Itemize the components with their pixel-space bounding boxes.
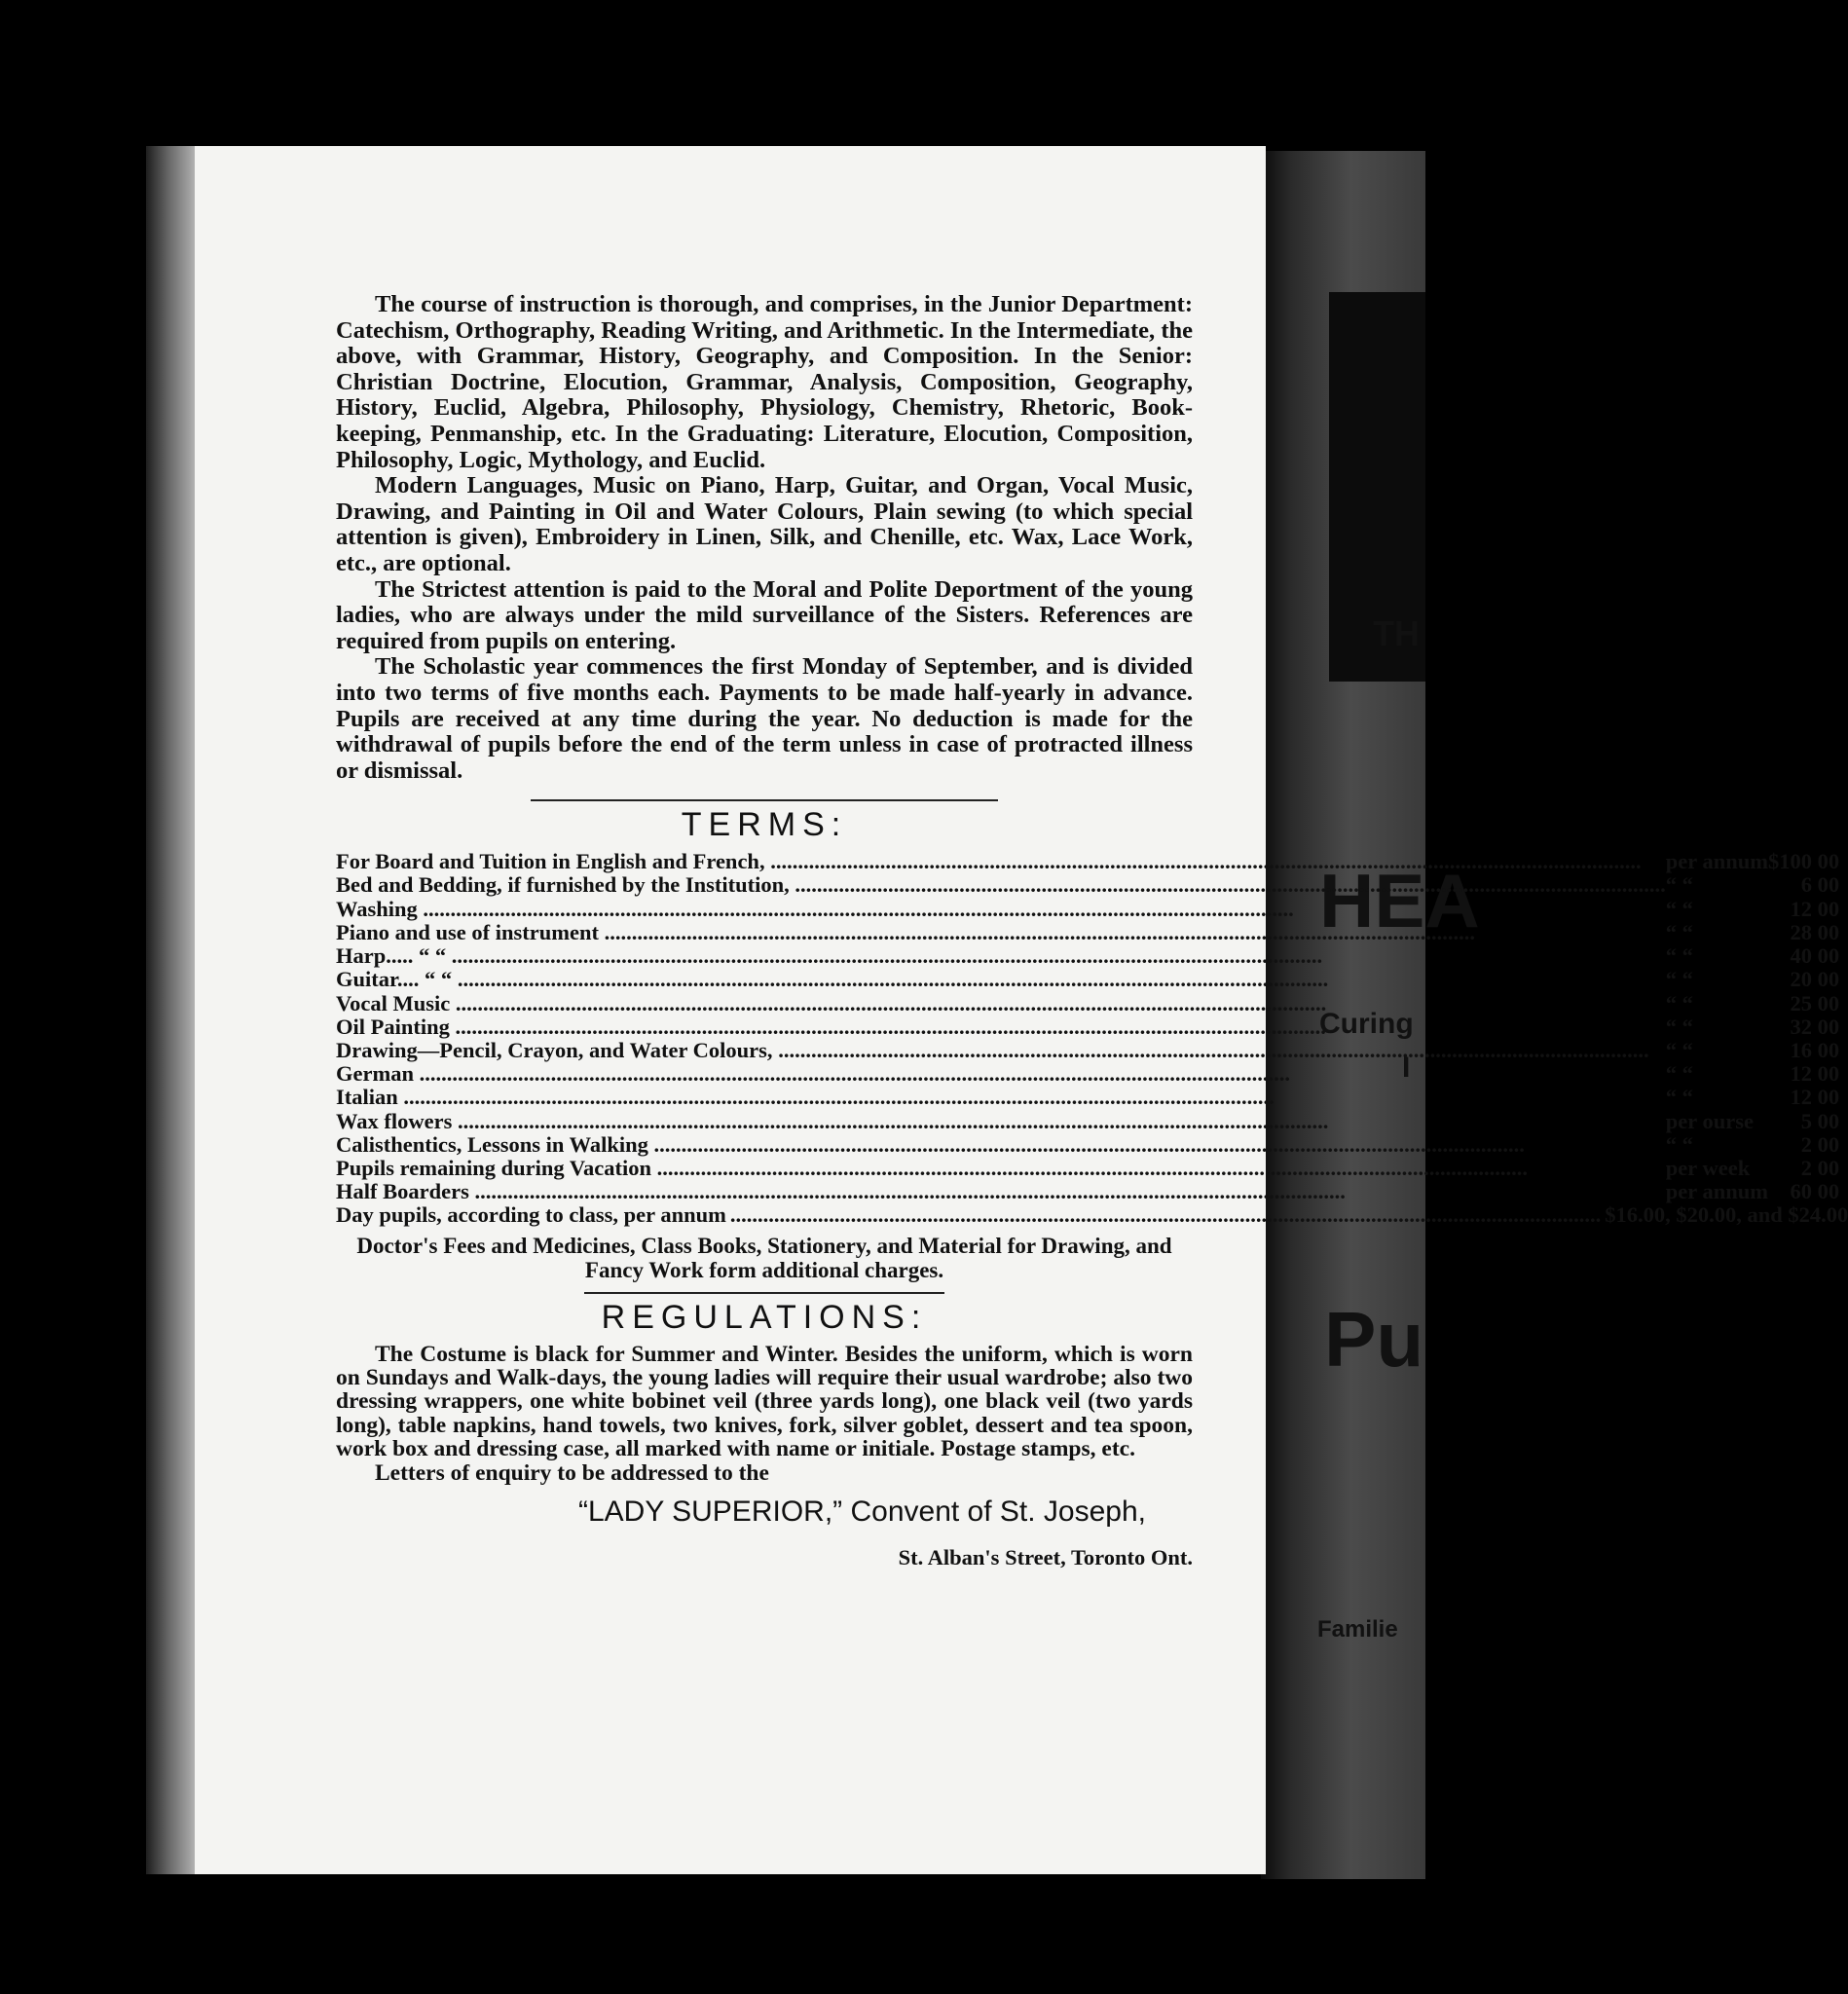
address-line: St. Alban's Street, Toronto Ont.: [898, 1544, 1193, 1569]
dot-leader: [790, 872, 1666, 897]
terms-item: For Board and Tuition in English and French,: [336, 849, 765, 874]
adjacent-fragment: HEA: [1319, 858, 1480, 943]
terms-amount: 28 00: [1790, 919, 1840, 944]
dot-leader: [446, 943, 1322, 968]
dot-leader: [418, 897, 1294, 921]
terms-period: “ “: [1665, 943, 1693, 969]
terms-row: [336, 968, 1839, 991]
terms-item: Calisthentics, Lessons in Walking: [336, 1131, 648, 1157]
intro-section: [336, 292, 1193, 784]
dot-leader: [469, 1179, 1346, 1203]
dot-leader: [452, 1109, 1328, 1133]
dot-leader: [450, 1015, 1326, 1039]
terms-row: [336, 1157, 1839, 1180]
day-pupils-label: Day pupils, according to class, per annum: [336, 1202, 726, 1228]
terms-amount: 5 00: [1800, 1108, 1840, 1133]
adjacent-fragment: Familie: [1317, 1616, 1398, 1643]
terms-item: Drawing—Pencil, Crayon, and Water Colours,: [336, 1037, 773, 1062]
terms-item: Bed and Bedding, if furnished by the Institution,: [336, 872, 790, 898]
terms-period: per week: [1665, 1155, 1751, 1180]
terms-item: Pupils remaining during Vacation: [336, 1155, 652, 1180]
terms-item: Guitar.... “ “: [336, 967, 453, 992]
terms-heading: TERMS:: [681, 806, 848, 844]
dot-leader: [599, 920, 1475, 944]
terms-row: [336, 898, 1839, 921]
terms-row: [336, 1086, 1839, 1109]
terms-row: [336, 944, 1839, 968]
terms-amount: $100 00: [1768, 849, 1840, 874]
adjacent-fragment: Curing: [1319, 1008, 1414, 1040]
terms-item: German: [336, 1061, 414, 1087]
terms-amount: 20 00: [1790, 967, 1840, 992]
day-pupils-amounts: $16.00, $20.00, and $24.00: [1605, 1202, 1848, 1228]
terms-amount: 16 00: [1790, 1037, 1840, 1062]
terms-row: [336, 1015, 1839, 1039]
deportment-paragraph: The Strictest attention is paid to the Moral and Polite Deportment of the young ladies, who are always under the mild surveillance of the Sisters. References are required from pupils on entering.: [336, 575, 1193, 654]
dot-leader: [773, 1038, 1649, 1062]
divider-rule: [531, 799, 998, 801]
terms-amount: 6 00: [1800, 872, 1840, 898]
terms-table: [336, 850, 1839, 1203]
terms-row: [336, 1133, 1839, 1157]
divider-rule: [584, 1292, 944, 1294]
terms-period: “ “: [1665, 1085, 1693, 1110]
terms-period: per annum: [1665, 849, 1769, 874]
terms-period: “ “: [1665, 919, 1693, 944]
terms-row: [336, 1180, 1839, 1203]
signature-line: “LADY SUPERIOR,” Convent of St. Joseph,: [577, 1495, 1146, 1528]
dot-leader: [730, 1203, 1601, 1227]
costume-paragraph: The Costume is black for Summer and Winter. Besides the uniform, which is worn on Sundays and Walk-days, the young ladies will require their usual wardrobe; also two dressing wrappers, one white bobinet veil (three yards long), one black veil (two yards long), table napkins, hand towels, two knives, fork, silver goblet, dessert and tea spoon, work box and dressing case, all marked with name or initiale. Postage stamps, etc.: [336, 1341, 1193, 1462]
terms-amount: 32 00: [1790, 1014, 1840, 1039]
terms-amount: 25 00: [1790, 990, 1840, 1015]
terms-item: Washing: [336, 896, 418, 921]
additional-charges-note: Doctor's Fees and Medicines, Class Books, Stationery, and Material for Drawing, and Fancy Work form additional charges.: [356, 1233, 1172, 1282]
terms-item: Harp..... “ “: [336, 943, 447, 969]
terms-period: “ “: [1665, 1131, 1693, 1157]
terms-row: [336, 992, 1839, 1015]
terms-amount: 40 00: [1790, 943, 1840, 969]
terms-period: “ “: [1665, 1061, 1693, 1087]
terms-item: Oil Painting: [336, 1014, 450, 1039]
terms-period: per ourse: [1665, 1108, 1754, 1133]
adjacent-fragment: TH: [1373, 613, 1420, 653]
terms-row: [336, 850, 1839, 873]
dot-leader: [398, 1085, 1275, 1109]
terms-amount: 12 00: [1790, 896, 1840, 921]
terms-item: Wax flowers: [336, 1108, 453, 1133]
terms-period: “ “: [1665, 990, 1693, 1015]
terms-period: “ “: [1665, 896, 1693, 921]
terms-row: [336, 1039, 1839, 1062]
enquiry-paragraph: Letters of enquiry to be addressed to the: [375, 1459, 769, 1486]
terms-row: [336, 921, 1839, 944]
terms-amount: 2 00: [1800, 1131, 1840, 1157]
terms-amount: 12 00: [1790, 1061, 1840, 1087]
terms-period: “ “: [1665, 872, 1693, 898]
terms-item: Piano and use of instrument: [336, 919, 600, 944]
regulations-heading: REGULATIONS:: [601, 1298, 928, 1336]
dot-leader: [648, 1132, 1525, 1157]
adjacent-fragment: I: [1402, 1052, 1411, 1084]
terms-item: Vocal Music: [336, 990, 451, 1015]
optional-subjects-paragraph: Modern Languages, Music on Piano, Harp, Guitar, and Organ, Vocal Music, Drawing, and Painting in Oil and Water Colours, Plain sewing (to which special attention is given), Embroidery in Linen, Silk, and Chenille, etc. Wax, Lace Work, etc., are optional.: [336, 472, 1193, 576]
day-pupils-row: [336, 1202, 1848, 1228]
dot-leader: [450, 991, 1326, 1015]
dot-leader: [651, 1156, 1528, 1180]
terms-period: per annum: [1665, 1179, 1769, 1204]
terms-amount: 12 00: [1790, 1085, 1840, 1110]
terms-amount: 2 00: [1800, 1155, 1840, 1180]
terms-item: Italian: [336, 1085, 398, 1110]
terms-item: Half Boarders: [336, 1179, 469, 1204]
terms-period: “ “: [1665, 1037, 1693, 1062]
dot-leader: [414, 1061, 1290, 1086]
terms-period: “ “: [1665, 1014, 1693, 1039]
regulations-section: [336, 1343, 1193, 1485]
terms-row: [336, 873, 1839, 897]
course-paragraph: The course of instruction is thorough, and comprises, in the Junior Department: Catechism, Orthography, Reading Writing, and Arithmetic. In the Intermediate, the above, with Grammar, History, Geography, and Composition. In the Senior: Christian Doctrine, Elocution, Grammar, Analysis, Composition, Geography, History, Euclid, Algebra, Philosophy, Physiology, Chemistry, Rhetoric, Book-keeping, Penmanship, etc. In the Graduating: Literature, Elocution, Composition, Philosophy, Logic, Mythology, and Euclid.: [336, 291, 1193, 473]
dot-leader: [452, 967, 1328, 991]
terms-row: [336, 1062, 1839, 1086]
dot-leader: [765, 849, 1642, 873]
adjacent-fragment: Pu: [1324, 1296, 1424, 1383]
scholastic-year-paragraph: The Scholastic year commences the first Monday of September, and is divided into two terms of five months each. Payments to be made half-yearly in advance. Pupils are received at any time during the year. No deduction is made for the withdrawal of pupils before the end of the term unless in case of protracted illness or dismissal.: [336, 653, 1193, 784]
terms-amount: 60 00: [1790, 1179, 1840, 1204]
terms-row: [336, 1110, 1839, 1133]
terms-period: “ “: [1665, 967, 1693, 992]
